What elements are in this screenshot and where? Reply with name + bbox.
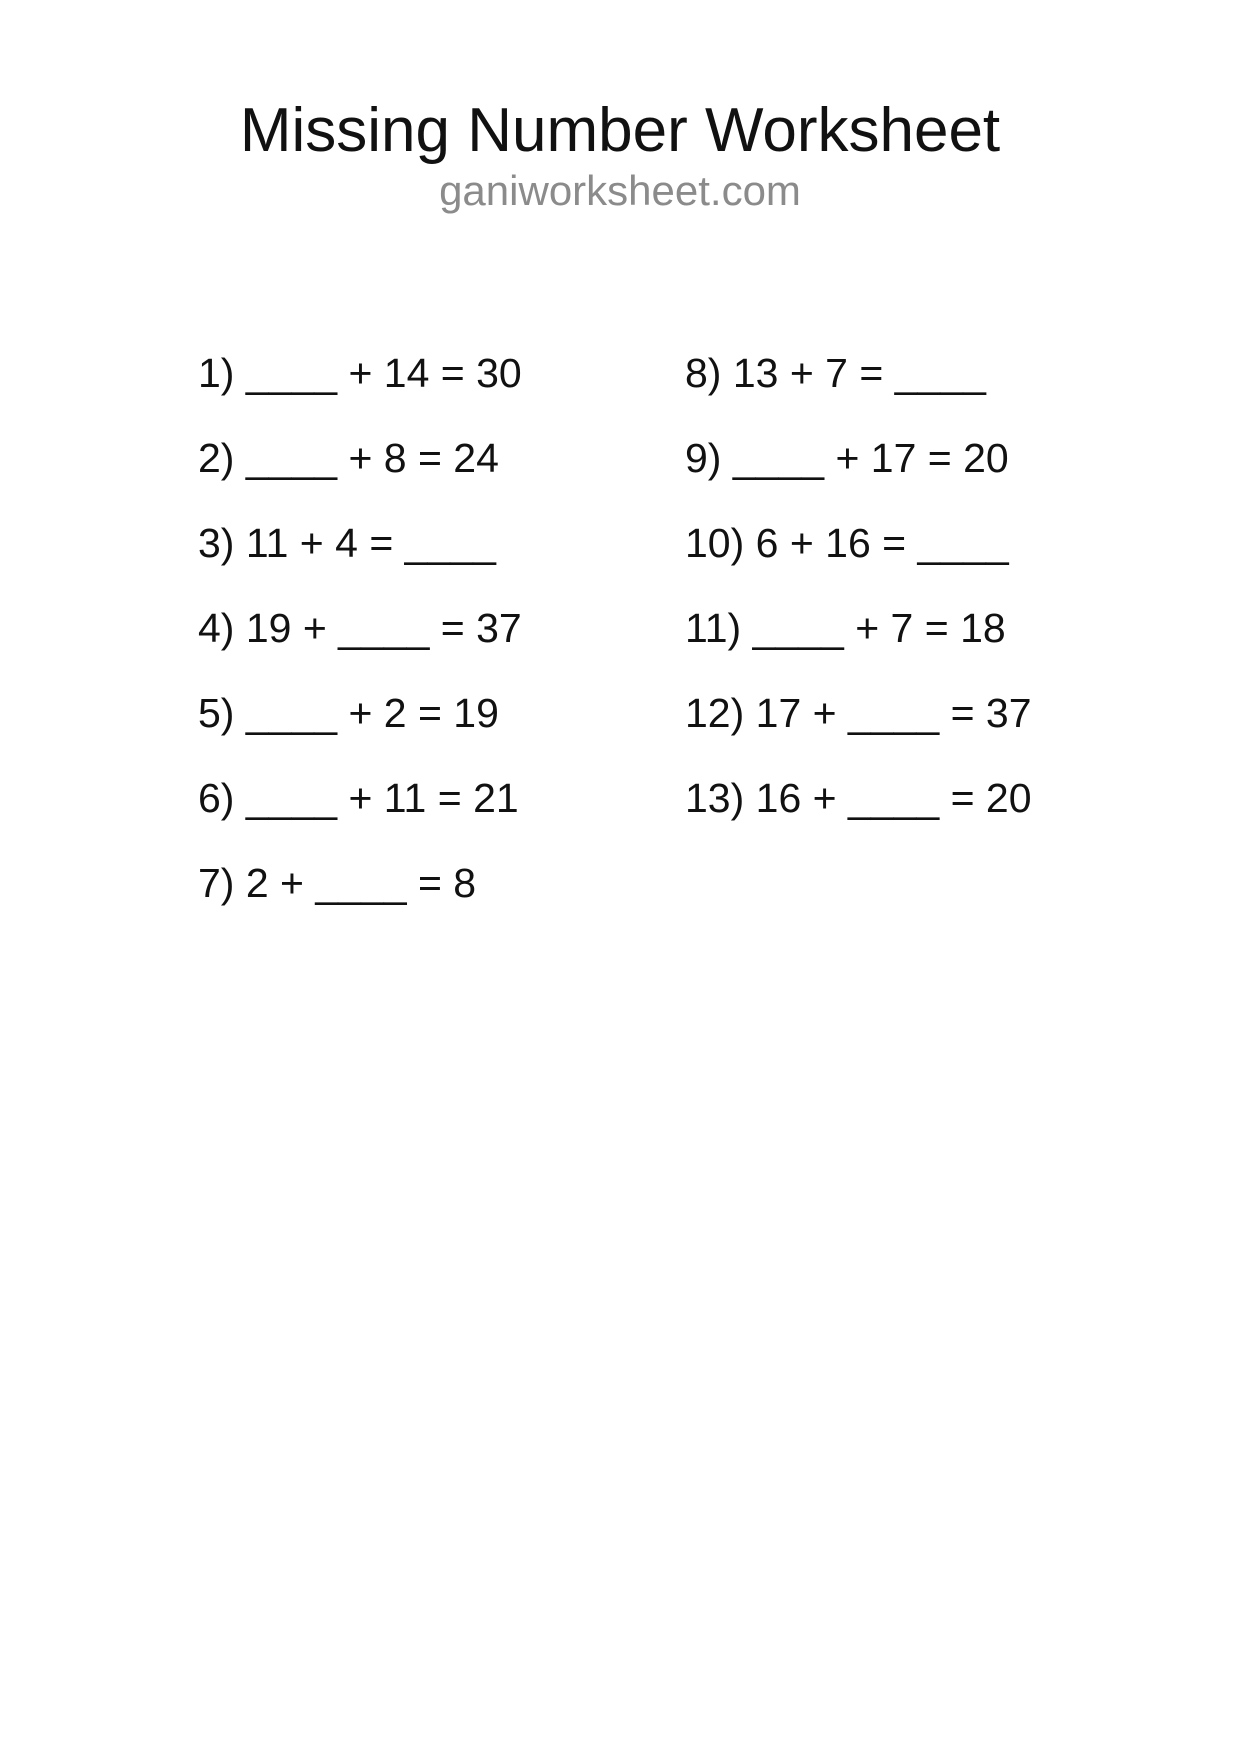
problem-11: 11) ____ + 7 = 18 [685,605,1006,651]
problem-8: 8) 13 + 7 = ____ [685,350,986,396]
problem-13: 13) 16 + ____ = 20 [685,775,1032,821]
problem-3: 3) 11 + 4 = ____ [198,520,496,566]
problems-left-column [198,331,522,926]
problem-9: 9) ____ + 17 = 20 [685,435,1009,481]
problem-10: 10) 6 + 16 = ____ [685,520,1009,566]
problem-5: 5) ____ + 2 = 19 [198,690,499,736]
problem-6: 6) ____ + 11 = 21 [198,775,519,821]
problem-2: 2) ____ + 8 = 24 [198,435,499,481]
site-name: ganiworksheet.com [439,167,801,214]
page-title: Missing Number Worksheet [239,96,1001,165]
problems-right-column [685,331,1032,841]
problem-7: 7) 2 + ____ = 8 [198,860,477,906]
problem-1: 1) ____ + 14 = 30 [198,350,522,396]
problem-12: 12) 17 + ____ = 37 [685,690,1032,736]
problem-4: 4) 19 + ____ = 37 [198,605,522,651]
